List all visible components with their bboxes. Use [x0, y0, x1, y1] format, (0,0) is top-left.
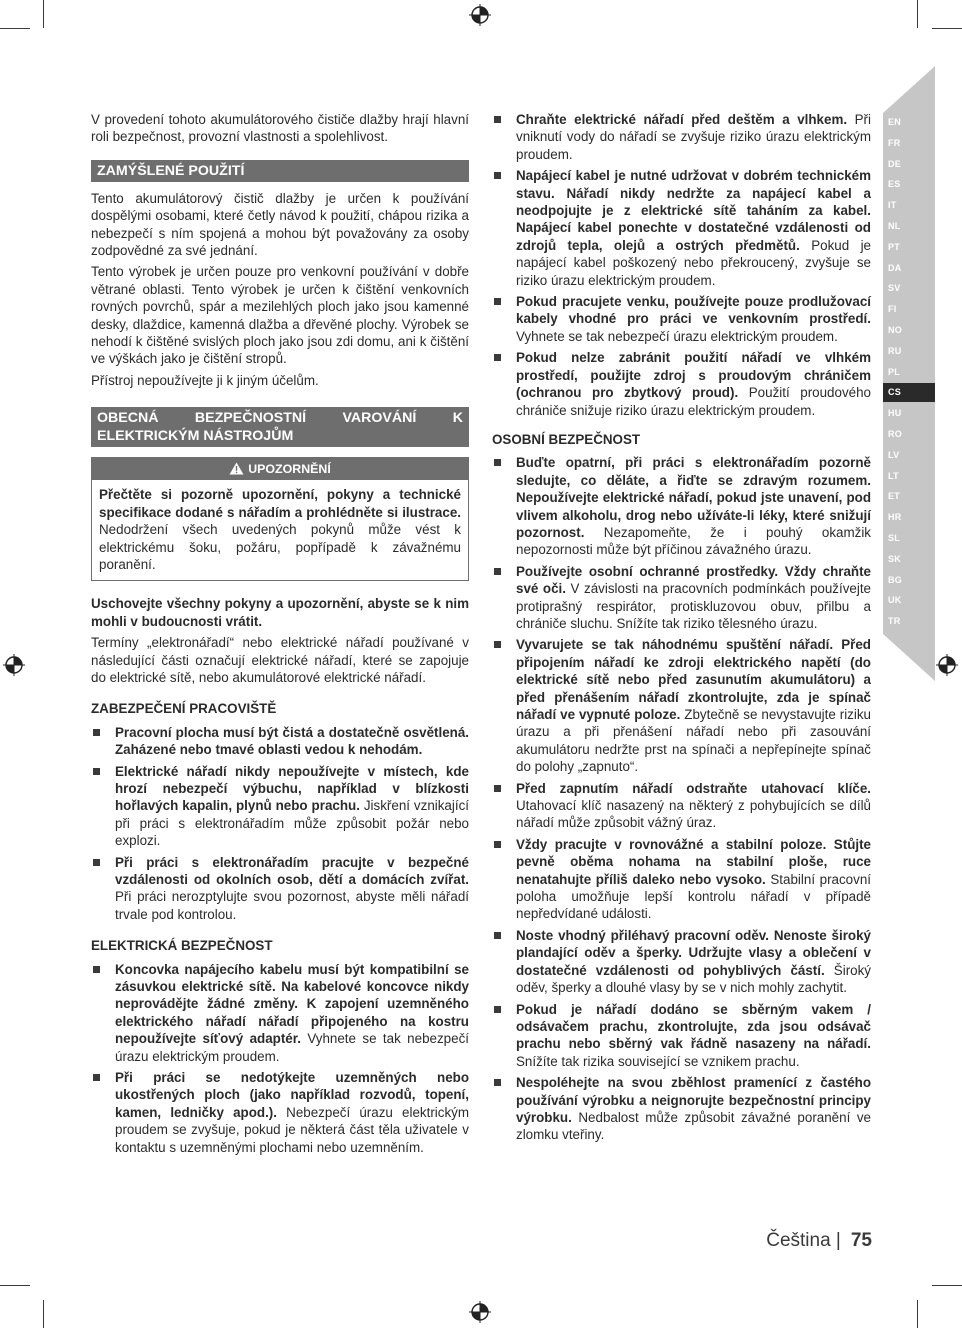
list-item-text: Zbytečně se nevystavujte riziku úrazu a při přenášení nářadí nebo při zasouvání akumulátoru nedržte prst na spínači a nepřepínejte spínač do polohy „zapnuto“. [516, 707, 872, 775]
list-item [91, 854, 469, 924]
list-item-bold: Používejte osobní ochranné prostředky. Vždy chraňte své oči. [516, 563, 871, 597]
list-item-bold: Pokud je nářadí dodáno se sběrným vakem / odsávačem prachu, zkontrolujte, zda jsou odsávač prachu nebo sběrný vak řádně nasazeny na nářadí. [516, 1001, 871, 1052]
language-tab-sk[interactable]: SK [888, 553, 902, 564]
list-item [91, 1069, 469, 1156]
bullet-square-icon [494, 568, 501, 575]
list-item-text: Stabilní pracovní poloha umožňuje lepší kontrolu nářadí v případě nepředvídané události. [516, 871, 871, 922]
list-item-bold: Nespoléhejte na svou zběhlost pramenící z častého používání výrobku a neignorujte bezpečnostní principy výrobku. [516, 1075, 871, 1125]
warning-label: UPOZORNĚNÍ [248, 462, 331, 477]
list-item-text: Při vniknutí vody do nářadí se zvyšuje riziko úrazu elektrickým proudem. [516, 112, 871, 162]
language-tab-it[interactable]: IT [888, 200, 897, 211]
list-item-bold: Při práci se nedotýkejte uzemněných nebo ukostřených ploch (jako například rozvodů, topení, kamen, ledničky apod.). [115, 1070, 469, 1120]
language-tab-pl[interactable]: PL [888, 366, 901, 377]
bullet-square-icon [494, 172, 501, 179]
crop-mark [932, 28, 962, 29]
bullet-square-icon [494, 116, 501, 123]
language-tab-ru[interactable]: RU [888, 345, 902, 356]
language-tab-uk[interactable]: UK [888, 595, 902, 606]
language-tabs [883, 66, 935, 681]
terms-paragraph: Termíny „elektronářadí“ nebo elektrické nářadí používané v následující části označují elektrické nářadí, které se zapojuje do elektrické sítě, nebo akumulátorové elektrické nářadí. [91, 635, 469, 685]
subheading-electrical: ELEKTRICKÁ BEZPEČNOST [91, 938, 273, 954]
bullet-square-icon [494, 932, 501, 939]
bullet-square-icon [93, 768, 100, 775]
language-tab-da[interactable]: DA [888, 262, 902, 273]
bullet-square-icon [494, 298, 501, 305]
page-number: 75 [850, 1230, 872, 1251]
registration-mark-icon [936, 654, 958, 676]
list-item-bold: Koncovka napájecího kabelu musí být kompatibilní se zásuvkou elektrické sítě. Na kabelové koncovce nikdy neprovádějte žádné změny. K zapojení uzemněného elektrického nářadí nářadí připojeného na kostru nepoužívejte síťový adaptér. [115, 961, 469, 1047]
language-tab-lv[interactable]: LV [888, 449, 900, 460]
language-tab-lt[interactable]: LT [888, 470, 899, 481]
list-item [91, 763, 469, 850]
bullet-square-icon [93, 1074, 100, 1081]
language-tab-de[interactable]: DE [888, 158, 902, 169]
list-item [492, 349, 871, 419]
page-footer [766, 1230, 872, 1252]
list-item [492, 293, 871, 345]
list-item-bold: Elektrické nářadí nikdy nepoužívejte v místech, kde hrozí nebezpečí výbuchu, například v blízkosti hořlavých kapalin, plynů nebo prachu. [115, 763, 469, 814]
warning-box [91, 457, 469, 581]
intended-use-paragraph: Tento výrobek je určen pouze pro venkovní používání v dobře větrané oblasti. Tento výrobek je určen k čištění venkovních rovných povrchů, spár a mezilehlých ploch jako jsou kamenné desky, dlaždice, kamenná dlažba a dřevěné plochy. Výrobek se nehodí k čištěné svislých ploch jako jsou zdi domu, ani k čištění ve výškách jako je čištění stropů. [91, 264, 469, 367]
warning-text [92, 480, 468, 580]
list-item-bold: Pokud pracujete venku, používejte pouze prodlužovací kabely vhodné pro práci ve venkovním prostředí. [516, 294, 871, 327]
list-item-text: Použití proudového chrániče snižuje riziko úrazu elektrickým proudem. [516, 385, 871, 418]
list-item-bold: Chraňte elektrické nářadí před deštěm a vlhkem. [516, 112, 848, 127]
list-item [492, 927, 871, 997]
list-item-text: Nebezpečí úrazu elektrickým proudem se zvyšuje, pokud je některá část těla uživatele v kontaktu s uzemněnými plochami nebo uzemněním. [115, 1104, 469, 1155]
crop-mark [932, 1285, 962, 1286]
list-item [91, 961, 469, 1065]
list-item [492, 454, 871, 558]
bullet-square-icon [494, 354, 501, 361]
crop-mark [917, 1300, 918, 1328]
list-item [492, 111, 871, 163]
list-item-text: Snížíte tak rizika související se vznikem prachu. [516, 1053, 800, 1069]
language-tab-tr[interactable]: TR [888, 616, 901, 627]
language-tab-hu[interactable]: HU [888, 408, 902, 419]
warning-triangle-icon [229, 462, 244, 475]
list-item-text: Při práci nerozptylujte svou pozornost, abyste měli nářadí trvale pod kontrolou. [115, 889, 469, 922]
workplace-list [91, 724, 469, 923]
list-item-text: Široký oděv, šperky a dlouhé vlasy by se v nich mohly zachytit. [516, 962, 871, 996]
language-tab-ro[interactable]: RO [888, 429, 903, 439]
warning-bold-text: Přečtěte si pozorně upozornění, pokyny a technické specifikace dodané s nářadím a prohlédněte si ilustrace. [99, 487, 461, 520]
list-item-text: V závislosti na pracovních podmínkách používejte protiprašný respirátor, protiskluzovou obuv, přilbu a chrániče sluchu. Snížíte tak riziko tělesného úrazu. [516, 581, 871, 631]
subheading-personal: OSOBNÍ BEZPEČNOST [492, 431, 641, 447]
subheading-workplace: ZABEZPEČENÍ PRACOVIŠTĚ [91, 701, 277, 717]
list-item-bold: Buďte opatrní, při práci s elektronářadím pozorně sledujte, co děláte, a řiďte se zdravým rozumem. Nepoužívejte elektrické nářadí, pokud jste unavení, pod vlivem alkoholu, drog nebo užíváte-li léky, které snižují pozornost. [516, 455, 871, 540]
bullet-square-icon [494, 1006, 501, 1013]
bullet-square-icon [494, 641, 501, 648]
electrical-list-continued [492, 111, 871, 419]
language-tab-et[interactable]: ET [888, 491, 901, 502]
warning-header [92, 458, 468, 480]
intended-use-paragraph: Přístroj nepoužívejte ji k jiným účelům. [91, 372, 319, 388]
personal-list [492, 454, 871, 1143]
language-tab-bg[interactable]: BG [888, 574, 903, 585]
list-item [492, 563, 871, 633]
list-item-text: Utahovací klíč nasazený na některý z pohybujících se dílů nářadí může způsobit vážný úraz. [516, 798, 871, 831]
list-item [492, 636, 871, 775]
list-item [492, 167, 871, 289]
list-item-text: Pokud je napájecí kabel poškozený nebo překroucený, zvyšuje se riziko úrazu elektrickým proudem. [516, 237, 871, 288]
language-tab-nl[interactable]: NL [888, 221, 901, 231]
list-item-text: Nedbalost může způsobit závažné poranění ve zlomku vteřiny. [516, 1109, 871, 1143]
list-item-bold: Před zapnutím nářadí odstraňte utahovací klíče. [516, 780, 871, 796]
language-tab-hr[interactable]: HR [888, 512, 902, 523]
list-item-text: Vyhnete se tak nebezpečí úrazu elektrickým proudem. [115, 1031, 469, 1064]
bullet-square-icon [494, 785, 501, 792]
bullet-square-icon [494, 459, 501, 466]
language-tab-fi[interactable]: FI [888, 304, 897, 315]
right-column [492, 111, 871, 1148]
bullet-square-icon [93, 966, 100, 973]
list-item-bold: Napájecí kabel je nutné udržovat v dobrém technickém stavu. Nářadí nikdy nedržte za napájecí kabel a neodpojujte je z elektrické sítě taháním za kabel. Napájecí kabel ponechte v dostatečné vzdálenosti od zdrojů tepla, olejů a ostrých předmětů. [516, 168, 871, 253]
section-heading-intended-use: ZAMÝŠLENÉ POUŽITÍ [91, 160, 469, 182]
registration-mark-icon [3, 654, 25, 676]
language-tab-en[interactable]: EN [888, 117, 902, 127]
list-item [492, 836, 871, 923]
language-tab-sv[interactable]: SV [888, 283, 901, 294]
keep-instructions-bold: Uschovejte všechny pokyny a upozornění, abyste se k nim mohli v budoucnosti vrátit. [91, 596, 469, 629]
list-item [492, 1001, 871, 1071]
crop-mark [43, 0, 44, 28]
language-tab-sl[interactable]: SL [888, 533, 901, 543]
list-item-bold: Noste vhodný přiléhavý pracovní oděv. Nenoste široký plandající oděv a šperky. Udržujte vlasy a oblečení v dostatečné vzdálenosti od pohyblivých částí. [516, 927, 871, 978]
language-tab-fr[interactable]: FR [888, 137, 901, 148]
language-tab-cs[interactable]: CS [883, 383, 935, 402]
language-tab-no[interactable]: NO [888, 325, 903, 335]
list-item [91, 724, 469, 759]
crop-mark [0, 1285, 30, 1286]
list-item-bold: Vyvarujete se tak náhodnému spuštění nářadí. Před připojením nářadí ke zdroji elektrického napětí (do elektrické sítě nebo před zasunutím akumulátoru) a před přenášením nářadí zkontrolujte, zda je spínač nářadí ve vypnuté poloze. [516, 637, 871, 722]
crop-mark [43, 1300, 44, 1328]
language-tab-es[interactable]: ES [888, 179, 901, 190]
list-item [492, 1074, 871, 1144]
bullet-square-icon [93, 729, 100, 736]
footer-language: Čeština | [766, 1230, 841, 1251]
registration-mark-icon [469, 1301, 491, 1323]
electrical-list [91, 961, 469, 1156]
warning-body-text: Nedodržení všech uvedených pokynů může vést k elektrickému šoku, požáru, popřípadě k závažnému poranění. [99, 522, 461, 572]
list-item-bold: Vždy pracujte v rovnovážné a stabilní poloze. Stůjte pevně oběma nohama na stabilní ploše, ruce nenatahujte příliš daleko nebo vysoko. [516, 836, 871, 887]
intended-use-paragraph: Tento akumulátorový čistič dlažby je určen k používání dospělými osobami, které četly návod k použití, chápou rizika a nebezpečí s ním spojená a mohou být považovány za osoby zodpovědné za své jednání. [91, 190, 469, 259]
bullet-square-icon [494, 841, 501, 848]
list-item-text: Nezapomeňte, že i pouhý okamžik nepozornosti může být příčinou závažného úrazu. [516, 524, 871, 558]
left-column [91, 111, 469, 1160]
list-item [492, 780, 871, 832]
list-item-text: Jiskření vznikající při práci s elektronářadím může způsobit požár nebo explozi. [115, 798, 469, 849]
language-tab-pt[interactable]: PT [888, 241, 901, 252]
section-heading-general-safety: OBECNÁ BEZPEČNOSTNÍ VAROVÁNÍ K ELEKTRICKÝM NÁSTROJŮM [91, 407, 469, 447]
intro-paragraph: V provedení tohoto akumulátorového čističe dlažby hrají hlavní roli bezpečnost, provozní vlastnosti a spolehlivost. [91, 112, 469, 145]
keep-instructions-text [91, 595, 469, 630]
list-item-bold: Pokud nelze zabránit použití nářadí ve vlhkém prostředí, použijte zdroj s proudovým chráničem (ochranou pro zbytkový proud). [516, 350, 871, 401]
crop-mark [0, 28, 30, 29]
list-item-bold: Pracovní plocha musí být čistá a dostatečně osvětlená. Zaházené nebo tmavé oblasti vedou k nehodám. [115, 724, 469, 758]
list-item-text: Vyhnete se tak nebezpečí úrazu elektrickým proudem. [516, 328, 838, 344]
crop-mark [917, 0, 918, 28]
bullet-square-icon [494, 1079, 501, 1086]
registration-mark-icon [469, 4, 491, 26]
bullet-square-icon [93, 859, 100, 866]
list-item-bold: Při práci s elektronářadím pracujte v bezpečné vzdálenosti od okolních osob, dětí a domácích zvířat. [115, 854, 469, 887]
